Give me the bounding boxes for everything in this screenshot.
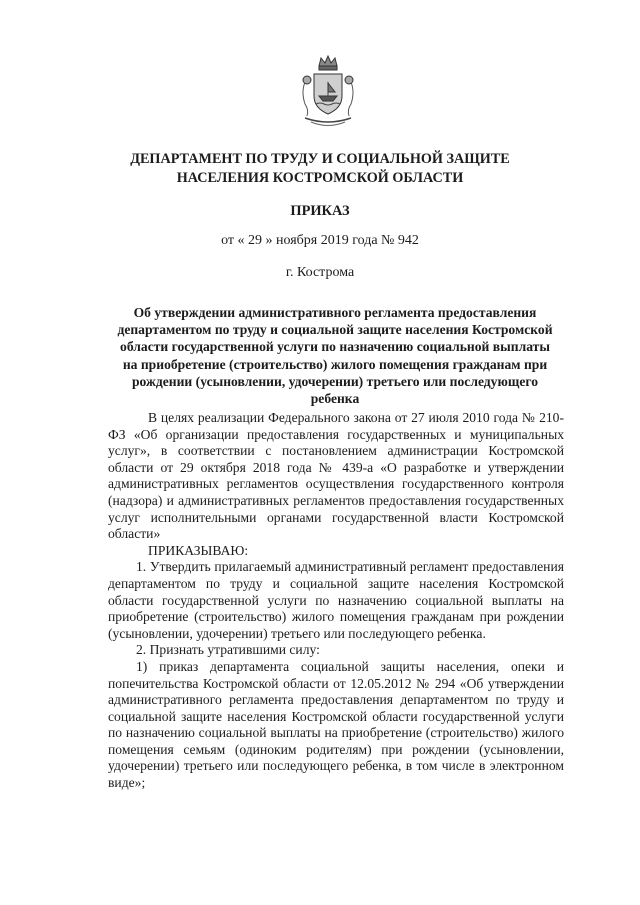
document-city: г. Кострома <box>285 265 355 280</box>
document-title: Об утверждении административного регламента предоставления департаментом по труду и социальной защите населения Костромской области государственной услуги по назначению социальной выплаты на приобретение (строительство) жилого помещения гражданам при рождении (усыновлении, удочерении) третьего или последующего ребенка <box>117 305 553 407</box>
document-date: от « 29 » ноября 2019 года № 942 <box>221 233 419 248</box>
document-type: ПРИКАЗ <box>290 203 350 219</box>
order-word: ПРИКАЗЫВАЮ: <box>148 542 249 558</box>
document-body <box>108 410 564 792</box>
order-item-2: 2. Признать утратившими силу: <box>136 642 320 658</box>
order-item-1: 1. Утвердить прилагаемый административный регламент предоставления департаментом по труду и социальной защите населения Костромской области государственной услуги по назначению социальной выплаты на приобретение (строительство) жилого помещения гражданам при рождении (усыновлении, удочерении) третьего или последующего ребенка. <box>108 559 564 641</box>
preamble-paragraph: В целях реализации Федерального закона от 27 июля 2010 года № 210-ФЗ «Об организации предоставления государственных и муниципальных услуг», в соответствии с постановлением администрации Костромской области от 29 октября 2018 года № 439-а «О разработке и утверждении административных регламентов осуществления государственного контроля (надзора) и административных регламентов предоставления государственных услуг исполнительными органами государственной власти Костромской области» <box>108 410 564 542</box>
department-name-line-2: НАСЕЛЕНИЯ КОСТРОМСКОЙ ОБЛАСТИ <box>176 170 464 186</box>
order-item-2-1: 1) приказ департамента социальной защиты населения, опеки и попечительства Костромской области от 12.05.2012 № 294 «Об утверждении административного регламента предоставления департаментом по труду и социальной защите населения Костромской области государственной услуги по назначению социальной выплаты на приобретение (строительство) жилого помещения семьям (одиноким родителям) при рождении (усыновлении, удочерении) третьего или последующего ребенка, в том числе в электронном виде»; <box>108 658 564 791</box>
kostroma-coat-of-arms-icon <box>297 52 359 130</box>
department-name-line-1: ДЕПАРТАМЕНТ ПО ТРУДУ И СОЦИАЛЬНОЙ ЗАЩИТЕ <box>130 151 510 167</box>
